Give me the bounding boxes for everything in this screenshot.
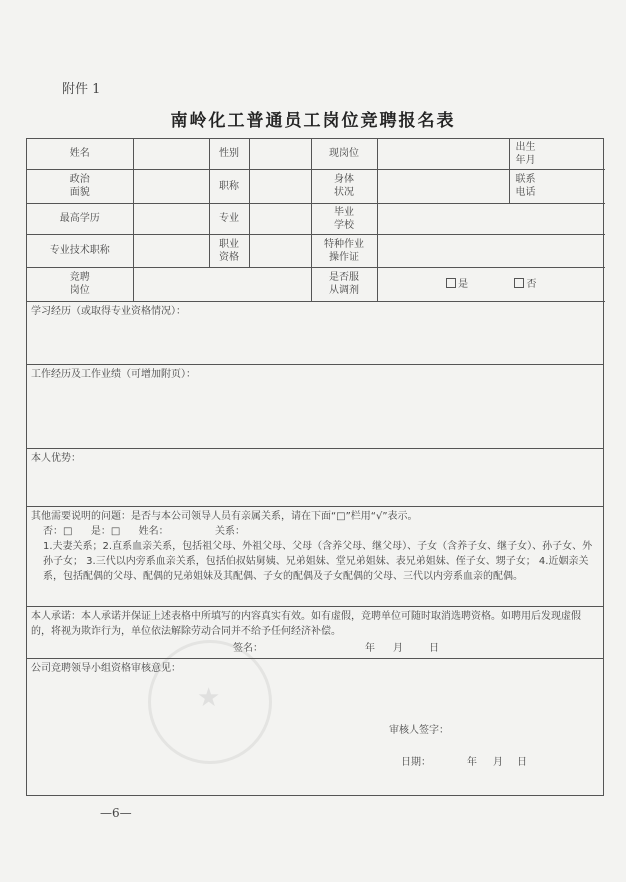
label-no: 否	[526, 278, 537, 290]
promise-text: 本人承诺：本人承诺并保证上述表格中所填写的内容真实有效。如有虚假，竞聘单位可随时取消选聘资格。如聘用后发现虚假的，将视为欺诈行为，单位依法解除劳动合同并不给予任何经济补偿。	[31, 610, 581, 637]
value-health[interactable]	[377, 169, 509, 203]
label-apply-post: 竞聘 岗位	[27, 267, 133, 301]
sign-day: 日	[429, 642, 439, 654]
value-title-job[interactable]	[249, 169, 311, 203]
checkbox-yes[interactable]	[446, 279, 468, 290]
label-qualification: 职业 资格	[209, 234, 249, 267]
page-number: —6—	[100, 806, 132, 820]
label-major: 专业	[209, 203, 249, 234]
section-work[interactable]	[27, 364, 603, 448]
date-month: 月	[493, 756, 503, 768]
label-special-cert: 特种作业 操作证	[311, 234, 377, 267]
label-current-post: 现岗位	[311, 139, 377, 169]
sign-month: 月	[393, 642, 403, 654]
label-birth: 出生 年月	[509, 139, 605, 169]
label-yes: 是	[458, 278, 469, 290]
obey-options	[377, 267, 605, 301]
checkbox-no[interactable]	[514, 279, 536, 290]
sign-year: 年	[365, 642, 375, 654]
label-gender: 性别	[209, 139, 249, 169]
value-major[interactable]	[249, 203, 311, 234]
value-name[interactable]	[133, 139, 209, 169]
info-table	[27, 139, 605, 302]
value-special-cert[interactable]	[377, 234, 605, 267]
study-label: 学习经历（或取得专业资格情况）：	[31, 305, 186, 317]
other-description: 1.夫妻关系；2.直系血亲关系，包括祖父母、外祖父母、父母（含养父母、继父母）、子女（含养子女、继子女）、孙子女、外孙子女； 3.三代以内旁系血亲关系，包括伯叔姑舅姨、兄弟姐妹、堂兄弟姐妹、表兄弟姐妹、侄子女、甥子女； 4.近姻亲关系，包括配偶的父母、配偶的兄弟姐妹及其配偶、子女的配偶及子女配偶的父母、三代以内旁系血亲的配偶。	[43, 540, 593, 582]
date-day: 日	[517, 756, 527, 768]
label-title-job: 职称	[209, 169, 249, 203]
review-label: 公司竞聘领导小组资格审核意见：	[31, 662, 181, 674]
form-title: 南岭化工普通员工岗位竞聘报名表	[170, 111, 456, 131]
value-gender[interactable]	[249, 139, 311, 169]
date-year: 年	[467, 756, 477, 768]
value-qualification[interactable]	[249, 234, 311, 267]
sign-label: 签名：	[233, 642, 263, 654]
work-label: 工作经历及工作业绩（可增加附页）：	[31, 368, 196, 380]
label-obey: 是否服 从调剂	[311, 267, 377, 301]
label-phone: 联系 电话	[509, 169, 605, 203]
label-pro-title: 专业技术职称	[27, 234, 133, 267]
value-pro-title[interactable]	[133, 234, 209, 267]
value-education[interactable]	[133, 203, 209, 234]
value-current-post[interactable]	[377, 139, 509, 169]
section-promise	[27, 606, 603, 658]
section-review	[27, 658, 603, 780]
reviewer-sign-label: 审核人签字：	[389, 724, 449, 736]
label-political: 政治 面貌	[27, 169, 133, 203]
section-study[interactable]	[27, 302, 603, 364]
other-name: 姓名：	[138, 525, 169, 537]
label-school: 毕业 学校	[311, 203, 377, 234]
value-school[interactable]	[377, 203, 605, 234]
other-title: 其他需要说明的问题：是否与本公司领导人员有亲属关系，请在下面“□”栏用“√”表示。	[31, 510, 418, 522]
other-relation: 关系：	[215, 525, 246, 537]
section-other	[27, 506, 603, 606]
other-yes[interactable]: 是：□	[90, 525, 121, 537]
relation-check-row	[31, 524, 599, 539]
annex-label: 附件 1	[62, 82, 101, 97]
application-form	[26, 138, 604, 796]
label-name: 姓名	[27, 139, 133, 169]
label-education: 最高学历	[27, 203, 133, 234]
other-no[interactable]: 否：□	[43, 525, 73, 537]
date-label: 日期：	[401, 756, 431, 768]
value-apply-post[interactable]	[133, 267, 311, 301]
label-health: 身体 状况	[311, 169, 377, 203]
faded-stamp: ★	[148, 640, 272, 764]
value-political[interactable]	[133, 169, 209, 203]
advantage-label: 本人优势：	[31, 452, 81, 464]
section-advantage[interactable]	[27, 448, 603, 506]
